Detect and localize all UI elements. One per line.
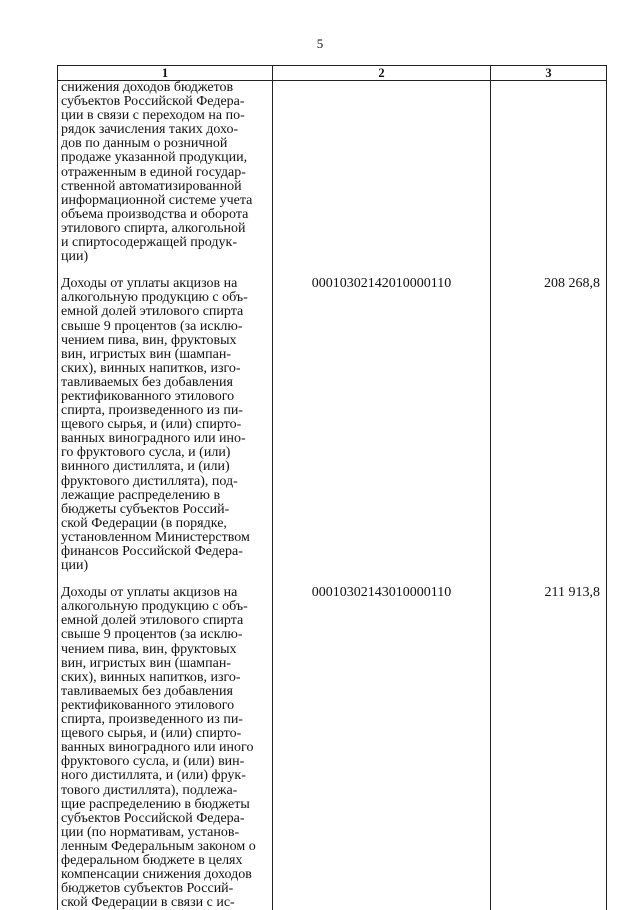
description-line: чением пива, вин, фруктовых xyxy=(61,334,270,348)
description-line: щевого сырья, и (или) спирто- xyxy=(61,727,270,741)
table-body xyxy=(58,81,607,910)
description-line: ственной автоматизированной xyxy=(61,180,270,194)
description-line: Доходы от уплаты акцизов на xyxy=(61,586,270,600)
description-line: ванных виноградного или ино- xyxy=(61,432,270,446)
description-line: емной долей этилового спирта xyxy=(61,614,270,628)
column-header-1: 1 xyxy=(58,66,273,81)
column-header-3: 3 xyxy=(491,66,607,81)
description-line: финансов Российской Федера- xyxy=(61,545,270,559)
description-line: вин, игристых вин (шампан- xyxy=(61,657,270,671)
row-amount xyxy=(491,81,607,265)
description-line: винного дистиллята, и (или) xyxy=(61,460,270,474)
description-line: спирта, произведенного из пи- xyxy=(61,404,270,418)
description-line: тавливаемых без добавления xyxy=(61,376,270,390)
description-line: снижения доходов бюджетов xyxy=(61,81,270,95)
description-line: установленном Министерством xyxy=(61,531,270,545)
row-description xyxy=(58,586,273,910)
description-line: ской Федерации (в порядке, xyxy=(61,517,270,531)
row-description xyxy=(58,81,273,265)
description-line: компенсации снижения доходов xyxy=(61,868,270,882)
description-line: продаже указанной продукции, xyxy=(61,151,270,165)
description-line: ции) xyxy=(61,250,270,264)
description-line: ректификованного этилового xyxy=(61,699,270,713)
description-line: ции в связи с переходом на по- xyxy=(61,109,270,123)
row-description xyxy=(58,277,273,573)
description-line: бюджеты субъектов Россий- xyxy=(61,503,270,517)
table-row xyxy=(58,81,607,265)
description-line: ного дистиллята, и (или) фрук- xyxy=(61,769,270,783)
description-line: фруктового сусла, и (или) вин- xyxy=(61,755,270,769)
description-line: ских), винных напитков, изго- xyxy=(61,362,270,376)
description-line: бюджетов субъектов Россий- xyxy=(61,882,270,896)
description-line: рядок зачисления таких дохо- xyxy=(61,123,270,137)
row-amount: 211 913,8 xyxy=(491,586,607,910)
description-line: щие распределению в бюджеты xyxy=(61,798,270,812)
description-line: свыше 9 процентов (за исклю- xyxy=(61,320,270,334)
description-line: субъектов Российской Федера- xyxy=(61,95,270,109)
description-line: субъектов Российской Федера- xyxy=(61,812,270,826)
description-line: фруктового дистиллята), под- xyxy=(61,475,270,489)
description-line: алкогольную продукцию с объ- xyxy=(61,291,270,305)
row-code: 00010302143010000110 xyxy=(273,586,491,910)
description-line: ских), винных напитков, изго- xyxy=(61,671,270,685)
description-line: емной долей этилового спирта xyxy=(61,305,270,319)
description-line: Доходы от уплаты акцизов на xyxy=(61,277,270,291)
description-line: лежащие распределению в xyxy=(61,489,270,503)
description-line: дов по данным о розничной xyxy=(61,137,270,151)
row-code xyxy=(273,81,491,265)
description-line: тового дистиллята), подлежа- xyxy=(61,784,270,798)
description-line: щевого сырья, и (или) спирто- xyxy=(61,418,270,432)
description-line: ции) xyxy=(61,559,270,573)
row-code: 00010302142010000110 xyxy=(273,277,491,573)
description-line: алкогольную продукцию с объ- xyxy=(61,600,270,614)
description-line: отраженным в единой государ- xyxy=(61,166,270,180)
description-line: спирта, произведенного из пи- xyxy=(61,713,270,727)
description-line: федеральном бюджете в целях xyxy=(61,854,270,868)
description-line: информационной системе учета xyxy=(61,194,270,208)
table-row xyxy=(58,586,607,910)
description-line: ленным Федеральным законом о xyxy=(61,840,270,854)
description-line: ции (по нормативам, установ- xyxy=(61,826,270,840)
row-amount: 208 268,8 xyxy=(491,277,607,573)
description-line: свыше 9 процентов (за исклю- xyxy=(61,628,270,642)
table-header-row xyxy=(58,66,607,81)
page-number: 5 xyxy=(0,36,640,52)
description-line: вин, игристых вин (шампан- xyxy=(61,348,270,362)
description-line: объема производства и оборота xyxy=(61,208,270,222)
description-line: го фруктового сусла, и (или) xyxy=(61,446,270,460)
description-line: ректификованного этилового xyxy=(61,390,270,404)
description-line: ванных виноградного или иного xyxy=(61,741,270,755)
description-line: этилового спирта, алкогольной xyxy=(61,222,270,236)
description-line: и спиртосодержащей продук- xyxy=(61,236,270,250)
column-header-2: 2 xyxy=(273,66,491,81)
budget-table xyxy=(57,65,607,910)
description-line: ской Федерации в связи с ис- xyxy=(61,896,270,910)
description-line: чением пива, вин, фруктовых xyxy=(61,643,270,657)
description-line: тавливаемых без добавления xyxy=(61,685,270,699)
table-row xyxy=(58,277,607,573)
